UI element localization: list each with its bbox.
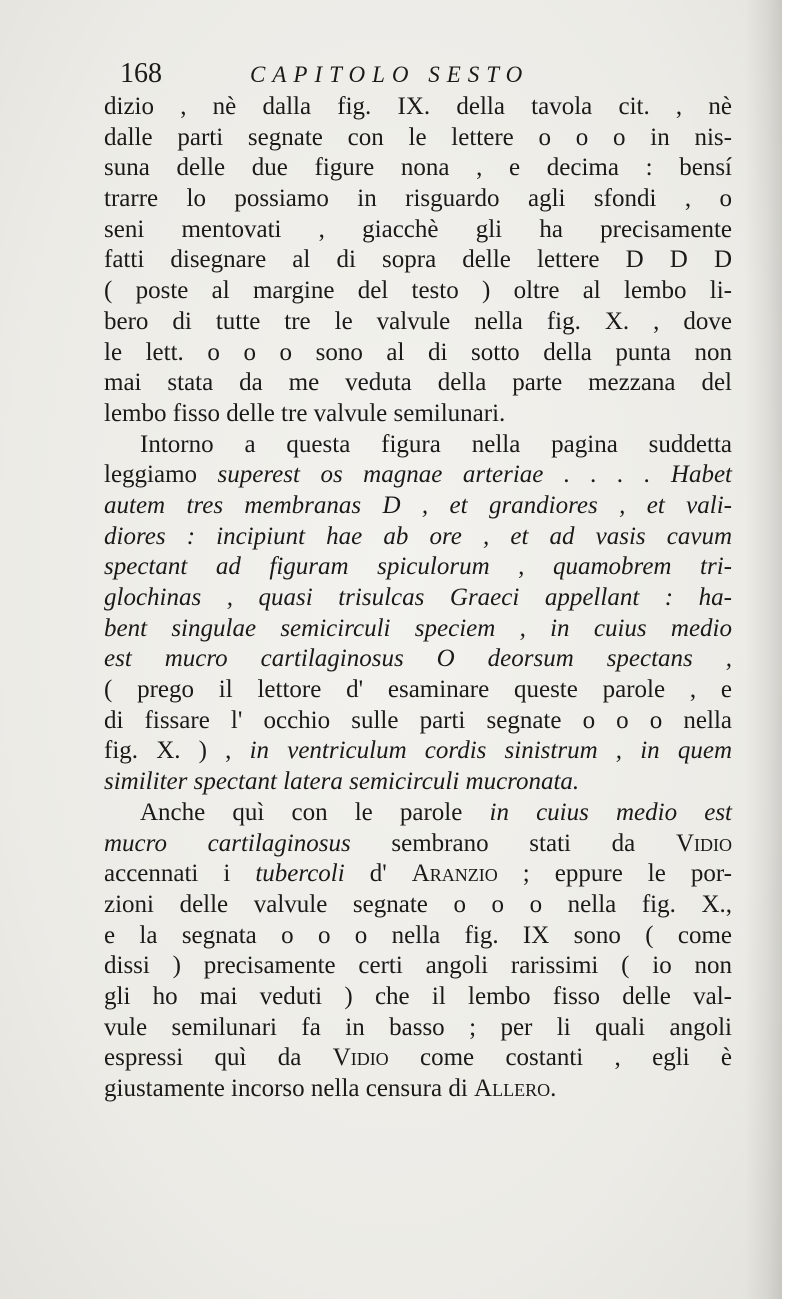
text-line <box>104 829 732 860</box>
text-run: zioni delle valvule segnate o o o nella fig. X., <box>104 890 732 918</box>
text-line <box>104 644 732 675</box>
page-header <box>104 58 732 92</box>
proper-name: Aranzio <box>411 860 498 888</box>
text-run: dalle parti segnate con le lettere o o o in nis- <box>104 123 732 151</box>
text-run: fatti disegnare al di sopra delle lettere D D D <box>104 246 732 274</box>
text-run: espressi quì da <box>104 1044 333 1072</box>
text-run: Anche quì con le parole <box>140 798 490 826</box>
proper-name: Vidio <box>332 1044 389 1072</box>
text-line <box>104 890 732 921</box>
text-run: dissi ) precisamente certi angoli rarissimi ( io non <box>104 952 732 980</box>
text-line <box>104 706 732 737</box>
text-line <box>104 1013 732 1044</box>
text-line <box>104 583 732 614</box>
text-line <box>104 522 732 553</box>
text-line <box>104 736 732 767</box>
text-run: Intorno a questa figura nella pagina suddetta <box>140 430 732 458</box>
text-run: leggiamo <box>104 461 218 489</box>
text-line <box>104 276 732 307</box>
page-number: 168 <box>120 58 162 89</box>
text-run: ( prego il lettore d' esaminare queste parole , e <box>104 676 732 704</box>
latin-quote: est mucro cartilaginosus O deorsum spectans , <box>104 645 732 673</box>
text-run: suna delle due figure nona , e decima : bensí <box>104 154 732 182</box>
scan-margin <box>782 0 800 1299</box>
text-line <box>104 1043 732 1074</box>
text-run: lembo fisso delle tre valvule semilunari. <box>104 399 506 427</box>
text-run: le lett. o o o sono al di sotto della punta non <box>104 338 732 366</box>
text-line <box>104 1074 732 1105</box>
latin-quote: in cuius medio est <box>489 798 732 826</box>
text-run: accennati i <box>104 860 256 888</box>
text-line <box>104 491 732 522</box>
latin-quote: superest os magnae arteriae . . . . Habet <box>217 461 733 489</box>
text-run: mai stata da me veduta della parte mezzana del <box>104 369 732 397</box>
text-run: gli ho mai veduti ) che il lembo fisso delle val- <box>104 982 732 1010</box>
text-line <box>104 245 732 276</box>
text-run: ( poste al margine del testo ) oltre al lembo li- <box>104 277 732 305</box>
latin-quote: glochinas , quasi trisulcas Graeci appellant : ha- <box>104 584 732 611</box>
latin-quote: spectant ad figuram spiculorum , quamobrem tri- <box>104 553 732 581</box>
text-line <box>104 430 732 461</box>
proper-name: Vidio <box>675 829 732 857</box>
text-run: come costanti , egli è <box>388 1044 732 1072</box>
text-run: e la segnata o o o nella fig. IX sono ( come <box>104 921 732 949</box>
latin-quote: diores : incipiunt hae ab ore , et ad vasis cavum <box>104 522 732 550</box>
text-run: trarre lo possiamo in risguardo agli sfondi , o <box>104 185 732 213</box>
text-run: vule semilunari fa in basso ; per li quali angoli <box>104 1013 732 1041</box>
latin-quote: autem tres membranas D , et grandiores , et vali- <box>104 491 732 519</box>
text-line <box>104 859 732 890</box>
latin-quote: mucro cartilaginosus <box>104 829 351 857</box>
latin-quote: in ventriculum cordis sinistrum , in quem <box>249 737 733 765</box>
text-run: di fissare l' occhio sulle parti segnate o o o nella <box>104 706 732 734</box>
text-run: fig. X. ) , <box>104 737 250 765</box>
latin-quote: similiter spectant latera semicirculi mucronata. <box>104 768 580 796</box>
text-run: sembrano stati da <box>350 829 676 857</box>
text-line <box>104 675 732 706</box>
text-line <box>104 123 732 154</box>
text-line <box>104 798 732 829</box>
text-run: giustamente incorso nella censura di <box>104 1075 475 1102</box>
text-run: seni mentovati , giacchè gli ha precisamente <box>104 215 732 243</box>
body-text <box>104 92 732 1105</box>
text-run: bero di tutte tre le valvule nella fig. X. , dove <box>104 307 732 335</box>
text-run: . <box>550 1075 557 1102</box>
text-line <box>104 153 732 184</box>
text-block <box>104 58 732 1105</box>
text-line <box>104 951 732 982</box>
latin-quote: bent singulae semicirculi speciem , in cuius medio <box>104 614 732 642</box>
text-run: dizio , nè dalla fig. IX. della tavola cit. , nè <box>104 93 732 120</box>
page-curl-shadow <box>745 0 782 1299</box>
text-line <box>104 614 732 645</box>
text-line <box>104 184 732 215</box>
text-run: d' <box>344 860 412 888</box>
latin-quote: tubercoli <box>255 860 345 888</box>
proper-name: Allero <box>474 1075 551 1102</box>
text-line <box>104 982 732 1013</box>
text-run: ; eppure le por- <box>497 860 733 888</box>
text-line <box>104 307 732 338</box>
text-line <box>104 368 732 399</box>
text-line <box>104 92 732 123</box>
text-line <box>104 399 732 430</box>
text-line <box>104 921 732 952</box>
text-line <box>104 552 732 583</box>
running-head: CAPITOLO SESTO <box>250 62 530 87</box>
text-line <box>104 767 732 798</box>
text-line <box>104 215 732 246</box>
text-line <box>104 338 732 369</box>
text-line <box>104 460 732 491</box>
